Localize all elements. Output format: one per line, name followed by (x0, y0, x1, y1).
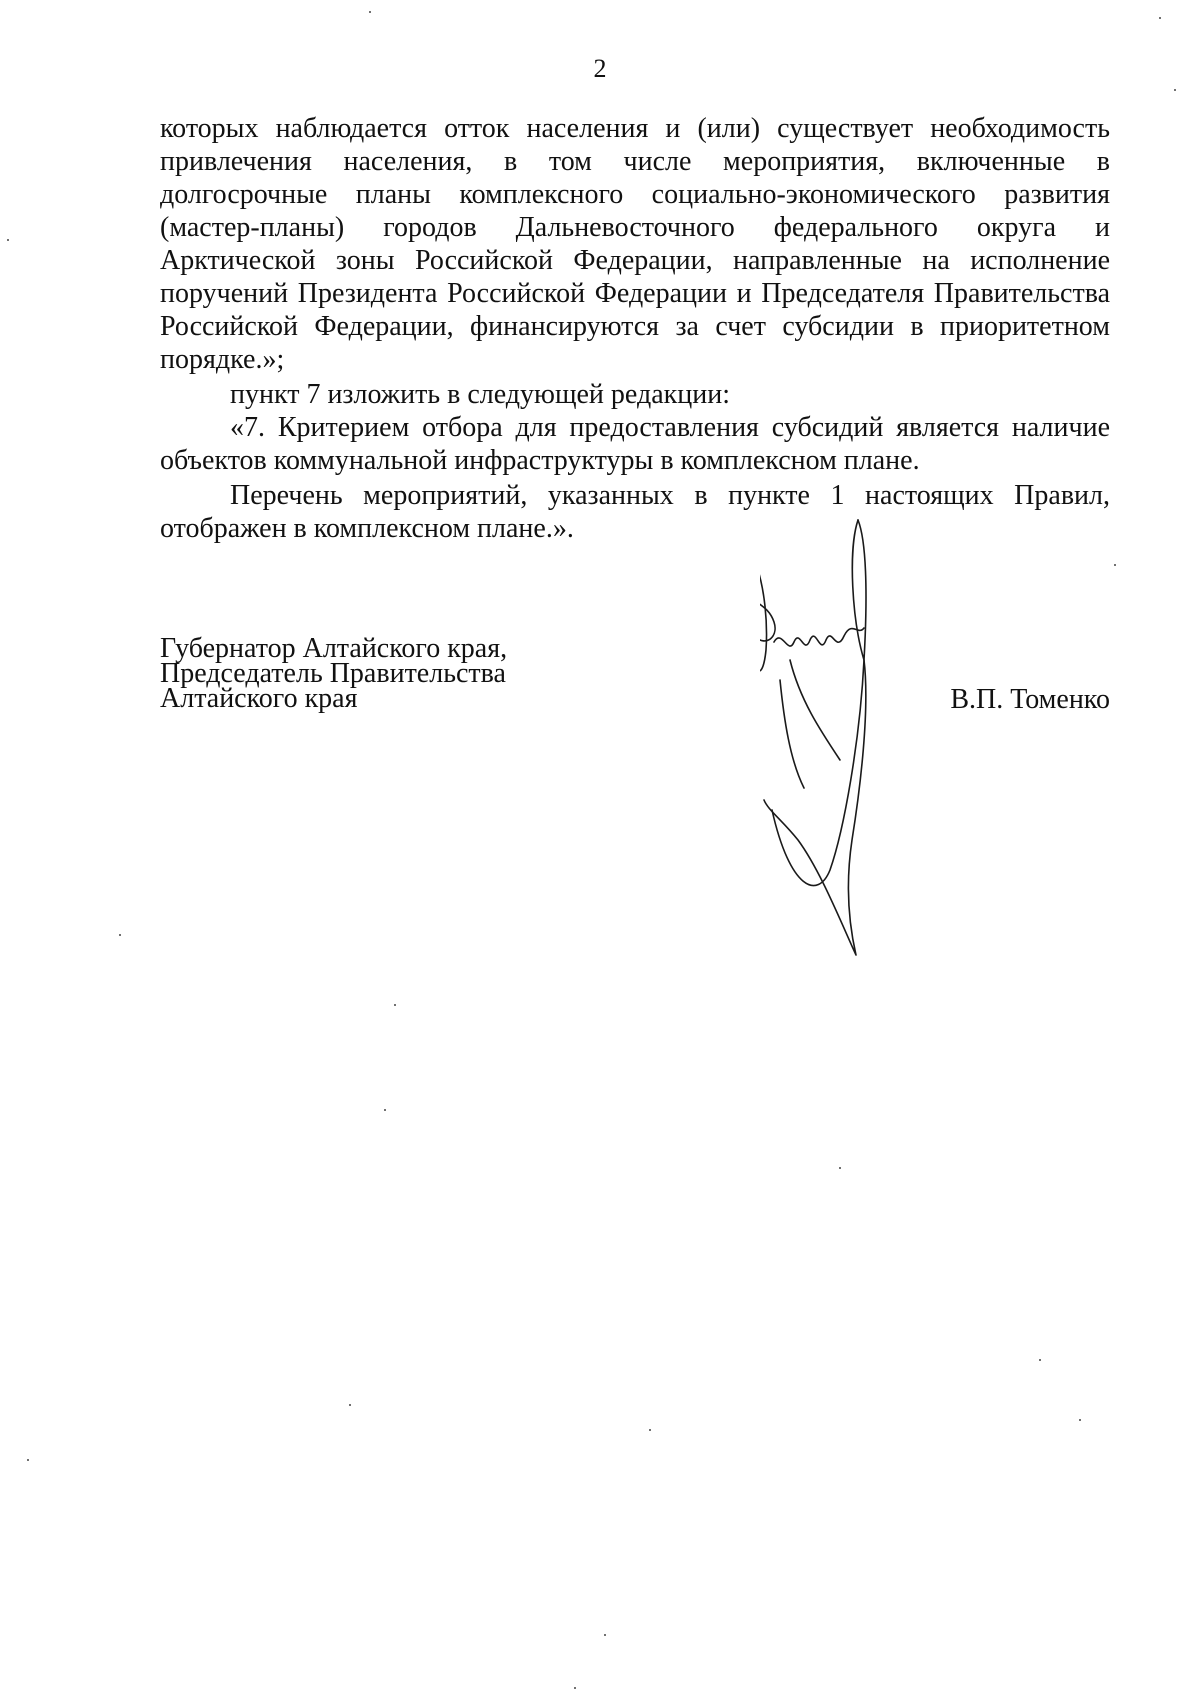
signer-title-line: Алтайского края (160, 683, 358, 714)
document-body (160, 112, 1110, 545)
signature-block (160, 633, 1110, 716)
signer-title-line: Губернатор Алтайского края, (160, 633, 508, 664)
signer-title (160, 633, 508, 714)
signer-title-line: Председатель Правительства (160, 658, 506, 689)
signer-name: В.П. Томенко (950, 684, 1110, 715)
paragraph-amendment-intro: пункт 7 изложить в следующей редакции: (230, 379, 730, 410)
paragraph-continuation: которых наблюдается отток населения и (или) существует необходимость привлечения населения, в том числе мероприятия, включенные в долгосрочные планы комплексного социально-экономического развития (мастер-планы) городов Дальневосточного федерального округа и Арктической зоны Российской Федерации, направленные на исполнение поручений Президента Российской Федерации и Председателя Правительства Российской Федерации, финансируются за счет субсидии в приоритетном порядке.»; (160, 113, 1110, 375)
paragraph-activities-list: Перечень мероприятий, указанных в пункте 1 настоящих Правил, отображен в комплексном плане.». (160, 480, 1110, 544)
handwritten-signature (760, 510, 930, 960)
page-number: 2 (593, 54, 607, 83)
paragraph-criterion: «7. Критерием отбора для предоставления субсидий является наличие объектов коммунальной инфраструктуры в комплексном плане. (160, 412, 1110, 476)
